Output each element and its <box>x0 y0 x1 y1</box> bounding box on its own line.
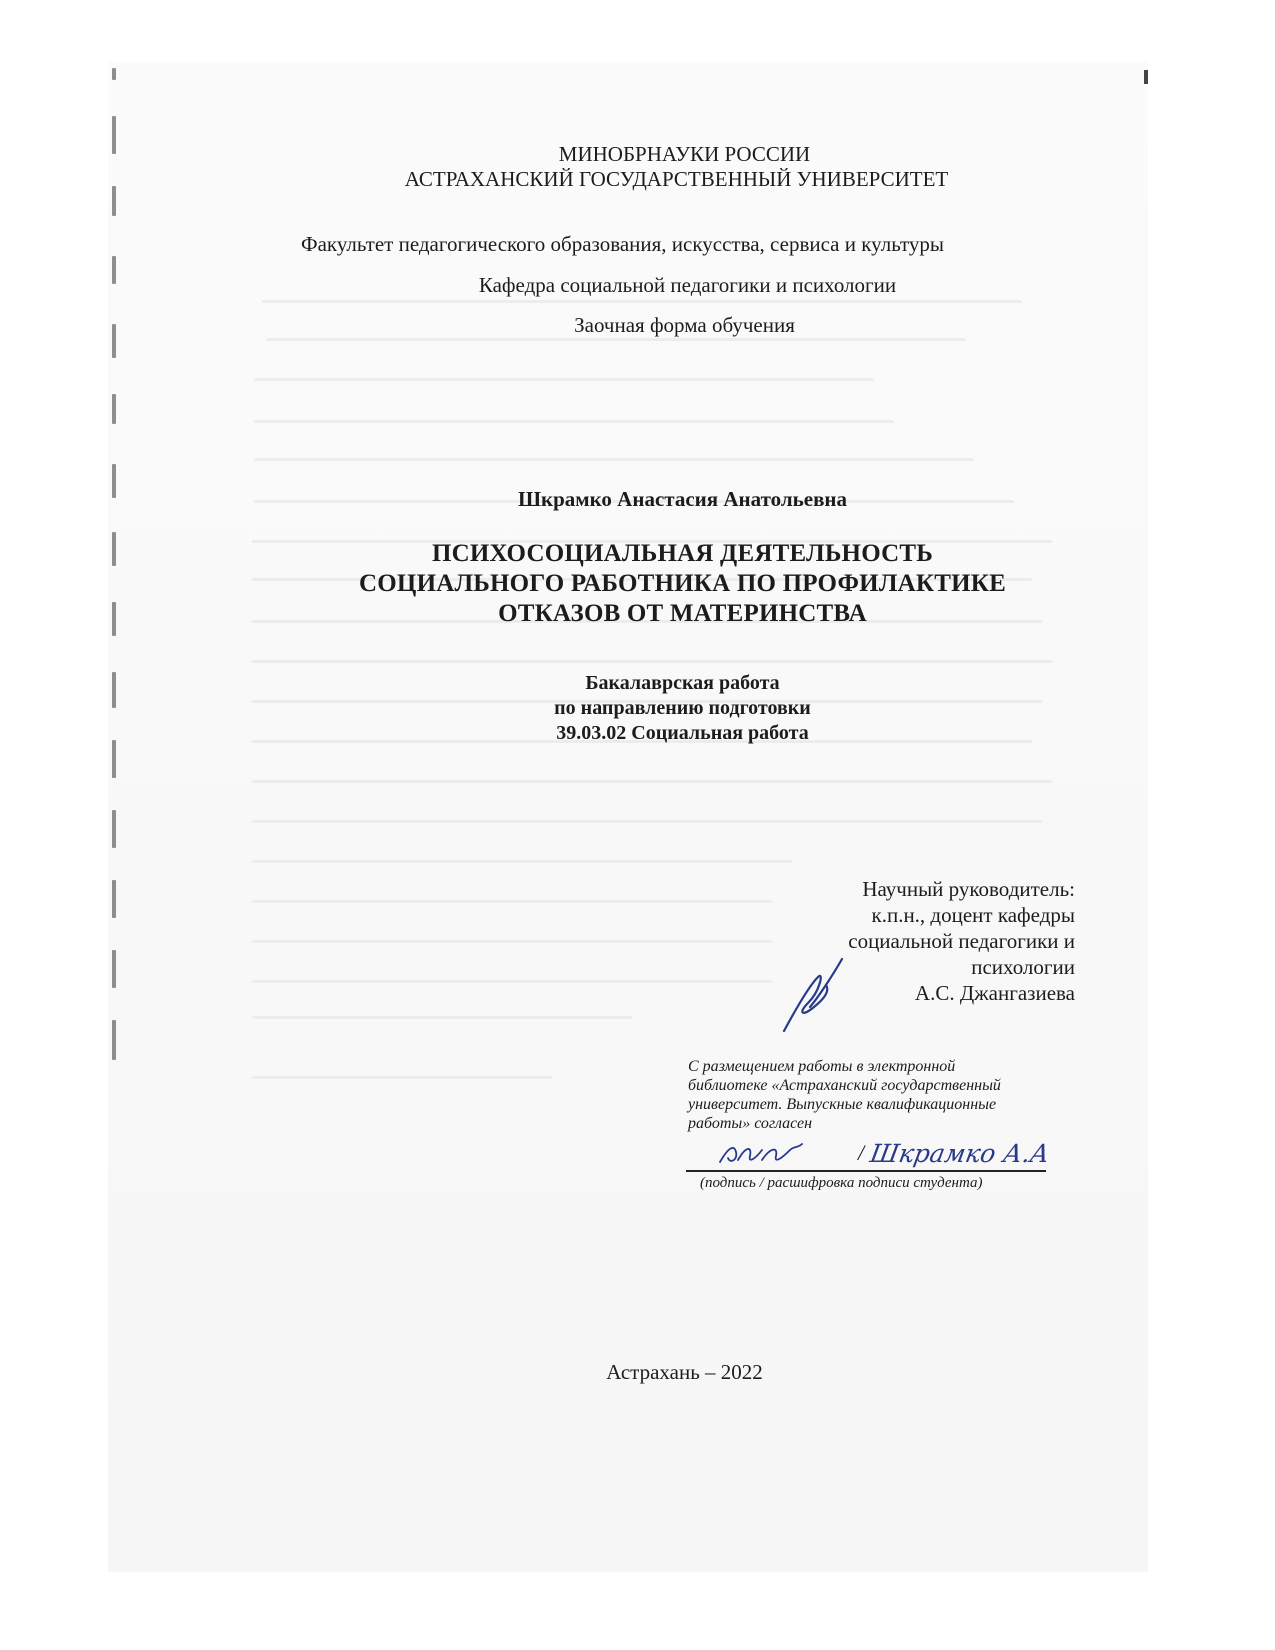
supervisor-degree: к.п.н., доцент кафедры <box>871 903 1075 927</box>
handwritten-name-text: Шкрамко А.А <box>868 1139 1052 1168</box>
consent-block <box>688 1057 1068 1133</box>
faculty-name: Факультет педагогического образования, искусства, сервиса и культуры <box>301 232 944 256</box>
ministry-name: МИНОБРНАУКИ РОССИИ <box>558 142 811 166</box>
handwritten-name <box>868 1134 1052 1170</box>
supervisor-dept-line2: психологии <box>971 955 1075 979</box>
study-form: Заочная форма обучения <box>574 313 795 337</box>
supervisor-name: А.С. Джангазиева <box>914 981 1075 1005</box>
university-name: АСТРАХАНСКИЙ ГОСУДАРСТВЕННЫЙ УНИВЕРСИТЕТ <box>404 167 949 191</box>
consent-line-2: библиотеке «Астраханский государственный <box>688 1077 1001 1094</box>
corner-mark <box>1144 70 1148 84</box>
consent-line-3: университет. Выпускные квалификационные <box>688 1096 997 1113</box>
department-name: Кафедра социальной педагогики и психологии <box>478 273 897 297</box>
supervisor-signature <box>780 955 860 1035</box>
author-name: Шкрамко Анастасия Анатольевна <box>517 487 848 511</box>
title-line-1: ПСИХОСОЦИАЛЬНАЯ ДЕЯТЕЛЬНОСТЬ <box>431 540 934 567</box>
signature-line <box>686 1170 1046 1172</box>
title-line-2: СОЦИАЛЬНОГО РАБОТНИКА ПО ПРОФИЛАКТИКЕ <box>359 570 1006 597</box>
signature-caption: (подпись / расшифровка подписи студента) <box>700 1175 983 1191</box>
student-signature <box>716 1138 806 1170</box>
direction-code: 39.03.02 Социальная работа <box>556 722 809 744</box>
signature-separator: / <box>858 1140 865 1165</box>
work-type: Бакалаврская работа <box>585 672 780 694</box>
consent-line-1: С размещением работы в электронной <box>688 1058 956 1075</box>
consent-line-4: работы» согласен <box>688 1115 813 1132</box>
city-year: Астрахань – 2022 <box>606 1360 763 1384</box>
supervisor-dept-line1: социальной педагогики и <box>848 929 1075 953</box>
binding-holes <box>108 68 122 1068</box>
title-line-3: ОТКАЗОВ ОТ МАТЕРИНСТВА <box>498 600 867 627</box>
supervisor-block <box>848 876 1075 1006</box>
direction-label: по направлению подготовки <box>554 697 811 719</box>
supervisor-label: Научный руководитель: <box>862 877 1075 901</box>
